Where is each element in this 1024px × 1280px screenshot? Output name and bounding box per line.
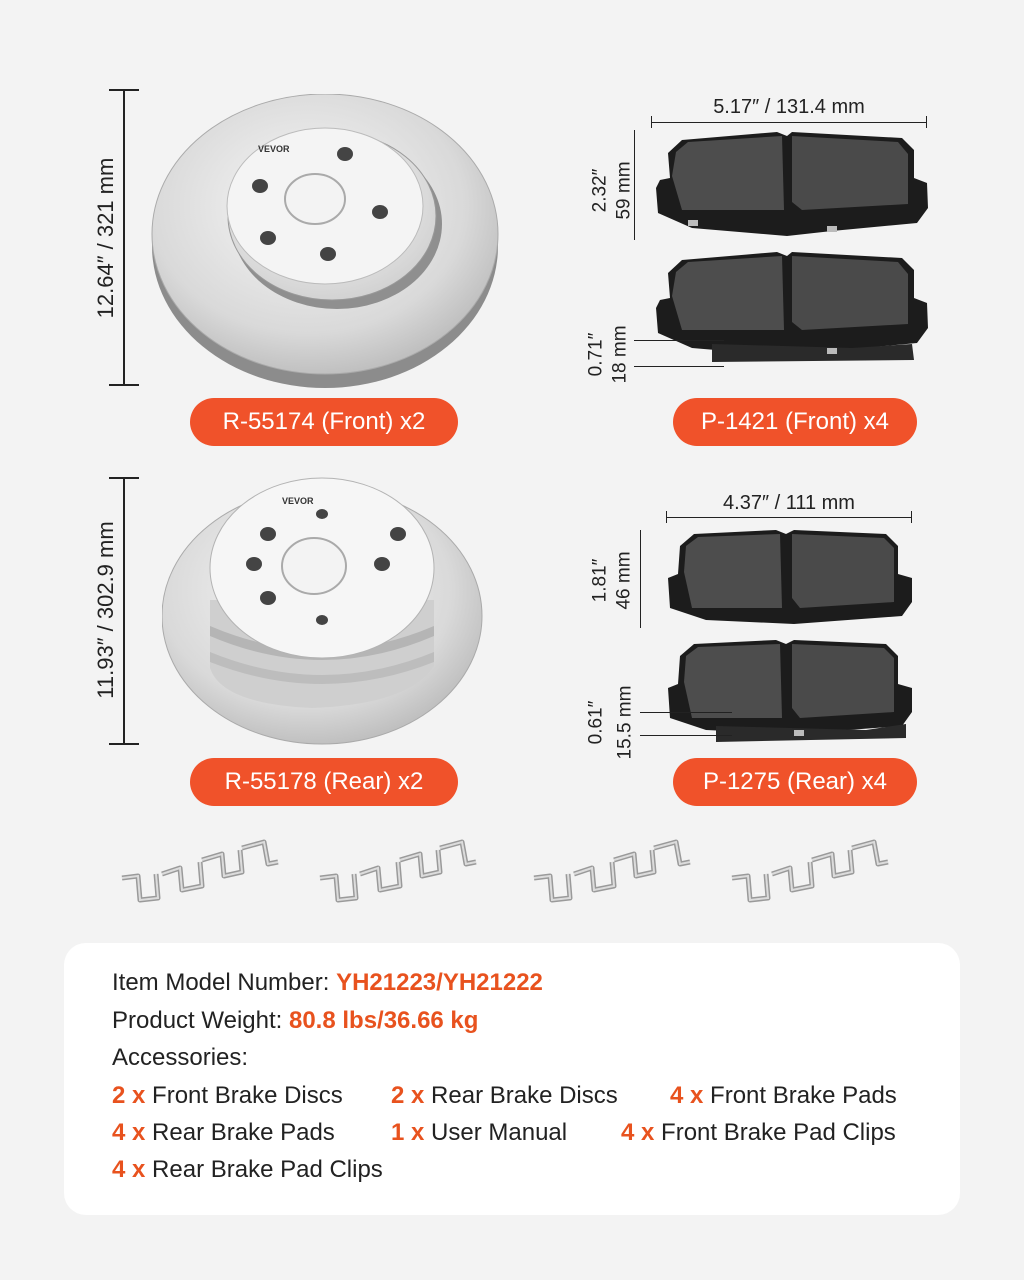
- accessory-item: [621, 1119, 896, 1147]
- front-pad-thickness-mm: 18 mm: [609, 325, 631, 384]
- front-disc-label: R-55174 (Front) x2: [190, 398, 458, 446]
- accessory-qty: 2 x: [112, 1082, 146, 1109]
- front-disc-dimension-line: [123, 89, 125, 386]
- rear-pad-thickness-inch: 0.61″: [585, 700, 607, 745]
- rear-pad-height-mm: 46 mm: [613, 551, 635, 610]
- front-brake-pad-image-bottom: [652, 248, 932, 370]
- front-disc-brand-mark: VEVOR: [258, 144, 290, 154]
- accessory-item: [112, 1156, 383, 1184]
- product-weight-row: [112, 1007, 478, 1035]
- rear-brake-pad-image-bottom: [666, 638, 916, 748]
- brake-pad-clip-set-3: [530, 838, 698, 908]
- accessory-name: Rear Brake Pads: [145, 1119, 335, 1146]
- front-pad-height-line: [634, 130, 635, 240]
- accessory-qty: 4 x: [670, 1082, 704, 1109]
- rear-pad-thickness-line-top: [640, 712, 732, 713]
- accessory-name: Rear Brake Pad Clips: [145, 1156, 383, 1183]
- accessory-name: Front Brake Pad Clips: [654, 1119, 896, 1146]
- accessory-name: Front Brake Pads: [703, 1082, 897, 1109]
- rear-pad-height-inch: 1.81″: [589, 558, 611, 603]
- rear-pad-label: P-1275 (Rear) x4: [673, 758, 917, 806]
- front-brake-disc-image: [150, 94, 500, 394]
- accessory-item: [112, 1082, 343, 1110]
- front-pad-width-text: 5.17″ / 131.4 mm: [713, 96, 865, 118]
- accessory-qty: 4 x: [621, 1119, 655, 1146]
- product-info-card: [64, 943, 960, 1215]
- accessories-heading: Accessories:: [112, 1044, 249, 1071]
- accessory-qty: 4 x: [112, 1119, 146, 1146]
- rear-disc-brand-mark: VEVOR: [282, 496, 314, 506]
- rear-pad-thickness-mm: 15.5 mm: [614, 685, 636, 760]
- accessory-qty: 2 x: [391, 1082, 425, 1109]
- model-number-value: YH21223/YH21222: [336, 969, 543, 996]
- front-pad-width-line: [651, 122, 927, 123]
- accessory-item: [391, 1119, 567, 1147]
- accessory-item: [391, 1082, 618, 1110]
- brake-pad-clip-set-2: [316, 838, 484, 908]
- rear-disc-label: R-55178 (Rear) x2: [190, 758, 458, 806]
- rear-pad-width-line: [666, 517, 912, 518]
- front-pad-thickness-line-bottom: [634, 366, 724, 367]
- model-number-label: Item Model Number:: [112, 969, 337, 996]
- accessory-qty: 4 x: [112, 1156, 146, 1183]
- product-weight-label: Product Weight:: [112, 1007, 289, 1034]
- accessory-name: Front Brake Discs: [145, 1082, 343, 1109]
- accessory-item: [670, 1082, 897, 1110]
- rear-pad-height-line: [640, 530, 641, 628]
- product-weight-value: 80.8 lbs/36.66 kg: [288, 1007, 479, 1034]
- front-pad-thickness-line-top: [634, 340, 724, 341]
- front-brake-pad-image-top: [652, 128, 932, 240]
- front-pad-height-inch: 2.32″: [589, 168, 611, 213]
- front-disc-dimension-text: 12.64″ / 321 mm: [93, 157, 118, 319]
- brake-pad-clip-set-4: [728, 838, 896, 908]
- accessory-name: Rear Brake Discs: [424, 1082, 618, 1109]
- accessory-name: User Manual: [424, 1119, 568, 1146]
- accessory-qty: 1 x: [391, 1119, 425, 1146]
- front-pad-thickness-inch: 0.71″: [585, 332, 607, 377]
- rear-pad-thickness-line-bottom: [640, 735, 732, 736]
- brake-pad-clip-set-1: [118, 838, 286, 908]
- front-pad-label: P-1421 (Front) x4: [673, 398, 917, 446]
- rear-disc-dimension-line: [123, 477, 125, 745]
- rear-brake-disc-image: [162, 476, 487, 746]
- model-number-row: [112, 969, 543, 997]
- rear-brake-pad-image-top: [666, 528, 916, 628]
- front-pad-height-mm: 59 mm: [613, 161, 635, 220]
- accessory-item: [112, 1119, 335, 1147]
- rear-disc-dimension-text: 11.93″ / 302.9 mm: [93, 521, 118, 699]
- rear-pad-width-text: 4.37″ / 111 mm: [723, 492, 855, 514]
